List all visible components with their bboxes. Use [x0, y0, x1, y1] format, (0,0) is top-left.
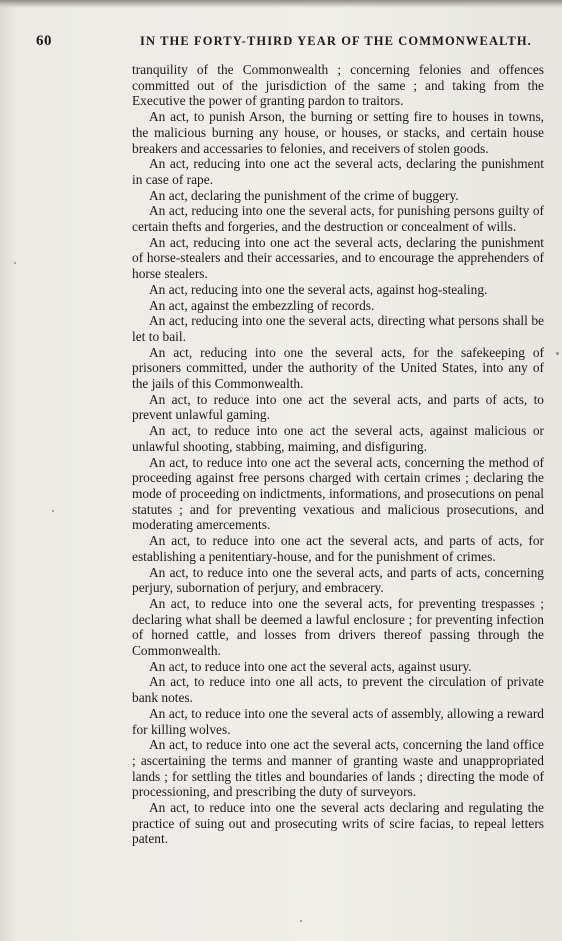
- paper-speck: [14, 262, 16, 264]
- paragraph: An act, reducing into one the several acts, for punishing persons guilty of certain thefts and forgeries, and the destruction or concealment of wills.: [132, 203, 544, 235]
- paragraph: An act, reducing into one act the several acts, declaring the punishment in case of rape.: [132, 156, 544, 187]
- body-text: [132, 62, 544, 847]
- page-header: [36, 33, 546, 49]
- paragraph: An act, to reduce into one act the several acts, concerning the method of proceeding against free persons charged with certain crimes ; declaring the mode of proceeding on indictments, informations, and prosecutions on penal statutes ; and for preventing vexatious and malicious prosecutions, and moderating amercements.: [132, 454, 544, 533]
- paragraph: An act, to reduce into one the several acts of assembly, allowing a reward for killing wolves.: [132, 705, 544, 737]
- paragraph: An act, declaring the punishment of the crime of buggery.: [149, 187, 459, 203]
- paragraph: An act, to reduce into one the several acts declaring and regulating the practice of suing out and prosecuting writs of scire facias, to repeal letters patent.: [132, 800, 544, 847]
- paper-speck: [52, 510, 54, 512]
- paragraph: An act, to reduce into one the several acts, for preventing trespasses ; declaring what shall be deemed a lawful enclosure ; for preventing infection of horned cattle, and losses from drivers thereof passing through the Commonwealth.: [132, 595, 544, 659]
- paper-speck: [556, 352, 559, 355]
- paragraph: An act, reducing into one the several acts, against hog-stealing.: [149, 281, 488, 297]
- paragraph: An act, to reduce into one act the several acts, concerning the land office ; ascertaining the terms and manner of granting waste and unappropriated lands ; for settling the titles and boundaries of lands ; directing the mode of processioning, and prescribing the duty of surveyors.: [132, 737, 544, 800]
- paragraph: An act, reducing into one act the several acts, declaring the punishment of horse-stealers and their accessaries, and to encourage the apprehenders of horse stealers.: [132, 234, 544, 282]
- paragraph: An act, to reduce into one all acts, to prevent the circulation of private bank notes.: [132, 674, 544, 706]
- paragraph: An act, against the embezzling of records.: [149, 297, 375, 313]
- running-head: IN THE FORTY-THIRD YEAR OF THE COMMONWEALTH.: [140, 34, 532, 48]
- page-number: 60: [36, 33, 52, 49]
- paragraph: tranquility of the Commonwealth ; concerning felonies and offences committed out of the jurisdiction of the same ; and taking from the Executive the power of granting pardon to traitors.: [132, 62, 544, 109]
- paragraph: An act, to reduce into one act the several acts, and parts of acts, for establishing a penitentiary-house, and for the punishment of crimes.: [132, 533, 544, 564]
- paragraph: An act, to punish Arson, the burning or setting fire to houses in towns, the malicious burning any house, or houses, or stacks, and certain house breakers and accessaries to felonies, and receivers of stolen goods.: [132, 109, 544, 156]
- paragraph: An act, reducing into one the several acts, directing what persons shall be let to bail.: [132, 313, 544, 344]
- paper-speck: [300, 920, 302, 922]
- paragraph: An act, to reduce into one the several acts, and parts of acts, concerning perjury, subornation of perjury, and embracery.: [132, 564, 544, 596]
- paragraph: An act, to reduce into one act the several acts, against usury.: [149, 658, 472, 674]
- paragraph: An act, to reduce into one act the several acts, against malicious or unlawful shooting, stabbing, maiming, and disfiguring.: [132, 423, 544, 454]
- paragraph: An act, to reduce into one act the several acts, and parts of acts, to prevent unlawful gaming.: [132, 391, 544, 423]
- paragraph: An act, reducing into one the several acts, for the safekeeping of prisoners committed, under the authority of the United States, into any of the jails of this Commonwealth.: [132, 344, 544, 392]
- page-top-edge: [0, 0, 562, 8]
